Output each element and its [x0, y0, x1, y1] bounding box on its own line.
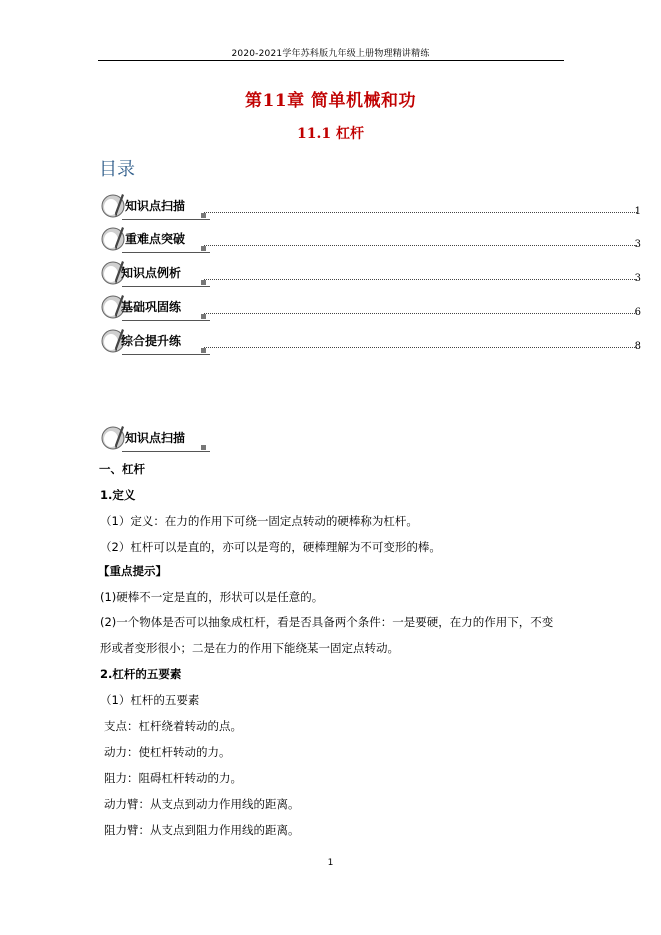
toc-badge — [100, 257, 210, 287]
element-effort-arm: 动力臂：从支点到动力作用线的距离。 — [104, 797, 300, 811]
toc-heading: 目录 — [99, 159, 135, 180]
toc-entry-key-difficulties[interactable] — [100, 223, 641, 257]
badge-square-icon — [201, 213, 206, 218]
page-header: 2020-2021学年苏科版九年级上册物理精讲精练 — [231, 49, 430, 59]
pen-emblem-icon — [100, 191, 128, 219]
toc-page-number: 3 — [634, 239, 641, 250]
toc-badge-label: 知识点扫描 — [125, 199, 186, 213]
toc-entry-examples[interactable] — [100, 257, 641, 291]
tip-heading: 【重点提示】 — [98, 564, 167, 578]
toc-badge-label: 综合提升练 — [121, 334, 182, 348]
badge-square-icon — [201, 348, 206, 353]
heading-five-elements: 2.杠杆的五要素 — [100, 667, 182, 681]
element-fulcrum: 支点：杠杆绕着转动的点。 — [104, 719, 242, 733]
tip-line-2: (2)一个物体是否可以抽象成杠杆，看是否具备两个条件：一是要硬，在力的作用下，不变形或者变形很小；二是在力的作用下能绕某一固定点转动。 — [100, 615, 554, 655]
badge-underline — [122, 354, 210, 355]
toc-page-number: 8 — [634, 341, 641, 352]
toc-leader-dots — [204, 347, 637, 348]
toc-badge-label: 知识点例析 — [121, 266, 182, 280]
page-number: 1 — [327, 858, 334, 868]
badge-square-icon — [201, 445, 206, 450]
chapter-title: 第11章 简单机械和功 — [244, 91, 417, 111]
toc-page-number: 3 — [634, 273, 641, 284]
badge-square-icon — [201, 246, 206, 251]
pen-emblem-icon — [100, 423, 128, 451]
header-rule — [98, 60, 564, 61]
toc-page-number: 6 — [634, 307, 641, 318]
toc-badge — [100, 223, 210, 253]
five-elements-intro: （1）杠杆的五要素 — [100, 693, 200, 707]
section-title: 11.1 杠杆 — [297, 126, 364, 142]
pen-emblem-icon — [100, 224, 128, 252]
toc-leader-dots — [204, 212, 637, 213]
section-badge-label: 知识点扫描 — [125, 431, 186, 445]
tip-line-1: (1)硬棒不一定是直的，形状可以是任意的。 — [100, 590, 324, 604]
toc-badge — [100, 325, 210, 355]
toc-badge-label: 基础巩固练 — [121, 300, 182, 314]
toc-page-number: 1 — [634, 206, 641, 217]
toc-entry-basic-practice[interactable] — [100, 291, 641, 325]
badge-underline — [122, 252, 210, 253]
section-badge — [100, 422, 210, 452]
element-resistance: 阻力：阻碍杠杆转动的力。 — [104, 771, 242, 785]
badge-square-icon — [201, 314, 206, 319]
badge-underline — [122, 451, 210, 452]
toc-badge — [100, 291, 210, 321]
element-resistance-arm: 阻力臂：从支点到阻力作用线的距离。 — [104, 823, 300, 837]
toc-entry-comprehensive-practice[interactable] — [100, 325, 641, 359]
badge-underline — [122, 286, 210, 287]
toc-leader-dots — [204, 245, 637, 246]
toc-leader-dots — [204, 279, 637, 280]
heading-lever: 一、杠杆 — [99, 462, 145, 476]
toc-leader-dots — [204, 313, 637, 314]
definition-line-2: （2）杠杆可以是直的，亦可以是弯的，硬棒理解为不可变形的棒。 — [100, 540, 441, 554]
heading-definition: 1.定义 — [100, 488, 136, 502]
badge-underline — [122, 320, 210, 321]
badge-underline — [122, 219, 210, 220]
toc-entry-knowledge-scan[interactable] — [100, 190, 641, 224]
toc-badge — [100, 190, 210, 220]
definition-line-1: （1）定义：在力的作用下可绕一固定点转动的硬棒称为杠杆。 — [100, 514, 418, 528]
element-effort: 动力：使杠杆转动的力。 — [104, 745, 231, 759]
toc-badge-label: 重难点突破 — [125, 232, 186, 246]
badge-square-icon — [201, 280, 206, 285]
